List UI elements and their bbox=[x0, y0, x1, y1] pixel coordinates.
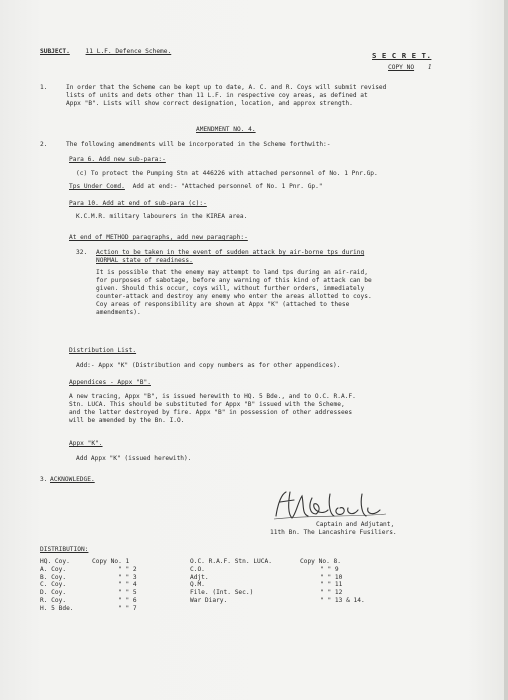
para6-text: (c) To protect the Pumping Stn at 446226 with attached personnel of No. 1 Pnr.Gp. bbox=[76, 170, 378, 177]
copy-label: COPY NO bbox=[388, 64, 415, 71]
table-row: File. (Int. Sec.) " " 12 bbox=[190, 589, 343, 597]
appx-k-text: Add Appx "K" (issued herewith). bbox=[76, 455, 192, 462]
para1-line-1: In order that the Scheme can be kept up to date, A. C. and R. Coys will submit revised bbox=[66, 84, 387, 91]
table-row: O.C. R.A.F. Stn. LUCA. Copy No. 8. bbox=[190, 558, 341, 565]
table-row: B. Coy. " " 3 bbox=[40, 573, 137, 581]
para32-number: 32. bbox=[76, 249, 88, 256]
para32-body-1: It is possible that the enemy may attempt to land tps during an air-raid, bbox=[96, 269, 368, 276]
para32-heading-2: NORMAL state of readiness. bbox=[96, 257, 193, 264]
appendices-line-4: will be amended by the Bn. I.O. bbox=[69, 417, 185, 424]
copy-number-line bbox=[388, 64, 432, 72]
table-row: D. Coy. " " 5 bbox=[40, 589, 137, 597]
table-row: C. Coy. " " 4 bbox=[40, 581, 137, 589]
para2-number: 2. bbox=[40, 141, 48, 148]
classification-mark: S E C R E T. bbox=[372, 51, 432, 60]
appendices-line-1: A new tracing, Appx "B", is issued herewith to HQ. 5 Bde., and to O.C. R.A.F. bbox=[69, 393, 356, 400]
signer-title-1: Captain and Adjutant, bbox=[316, 521, 395, 528]
distribution-right-table bbox=[190, 558, 370, 605]
tps-line bbox=[69, 183, 323, 191]
para32-body-6: amendments). bbox=[96, 309, 141, 316]
signature-image bbox=[268, 488, 418, 524]
subject-label: SUBJECT. bbox=[40, 48, 70, 55]
table-row: A. Coy. " " 2 bbox=[40, 565, 137, 573]
distribution-label: DISTRIBUTION: bbox=[40, 546, 89, 553]
copy-number: 1 bbox=[427, 64, 432, 71]
para6-label: Para 6. Add new sub-para:- bbox=[69, 156, 166, 163]
table-row: HQ. Coy. Copy No. 1 bbox=[40, 558, 130, 565]
para32-heading-1: Action to be taken in the event of sudden attack by air-borne tps during bbox=[96, 249, 365, 256]
para32-body-5: Coy areas of responsibility are shown at Appx "K" (attached to these bbox=[96, 301, 350, 308]
para1-number: 1. bbox=[40, 84, 48, 91]
table-row: H. 5 Bde. " " 7 bbox=[40, 604, 137, 612]
appendices-label: Appendices - Appx "B". bbox=[69, 379, 151, 386]
para32-body-2: for purposes of sabotage, before any warning of this kind of attack can be bbox=[96, 277, 372, 284]
subject-text: 11 L.F. Defence Scheme. bbox=[85, 48, 172, 55]
para1-line-3: Appx "B". Lists will show correct designation, location, and approx strength. bbox=[66, 100, 353, 107]
distribution-list-label: Distribution List. bbox=[69, 347, 137, 354]
acknowledge-label: ACKNOWLEDGE. bbox=[50, 476, 95, 483]
table-row: Q.M. " " 11 bbox=[190, 581, 343, 589]
para1-line-2: lists of units and dets other than 11 L.F. in respective coy areas, as defined at bbox=[66, 92, 368, 99]
method-label: At end of METHOD paragraphs, add new paragraph:- bbox=[69, 234, 248, 241]
para10-label: Para 10. Add at end of sub-para (c):- bbox=[69, 200, 207, 207]
appendices-line-3: and the latter destroyed by fire. Appx "B" in possession of other addressees bbox=[69, 409, 353, 416]
table-row: Adjt. " " 10 bbox=[190, 573, 343, 581]
appx-k-label: Appx "K". bbox=[69, 440, 103, 447]
appendices-line-2: Stn. LUCA. This should be substituted for Appx "B" issued with the Scheme, bbox=[69, 401, 345, 408]
para32-body-4: counter-attack and destroy any enemy who enter the areas allotted to coys. bbox=[96, 293, 372, 300]
tps-label: Tps Under Comd. bbox=[69, 183, 125, 190]
para3-number: 3. bbox=[40, 476, 48, 483]
table-row: C.O. " " 9 bbox=[190, 565, 339, 573]
amendment-title: AMENDMENT NO. 4. bbox=[196, 126, 256, 133]
para32-body-3: given. Should this occur, coys will, without further orders, immediately bbox=[96, 285, 365, 292]
para10-text: K.C.M.R. military labourers in the KIREA area. bbox=[76, 213, 248, 220]
table-row: R. Coy. " " 6 bbox=[40, 596, 137, 604]
tps-text: Add at end:- "Attached personnel of No. 1 Pnr. Gp." bbox=[132, 183, 323, 190]
subject-line bbox=[40, 48, 171, 56]
distribution-left-table bbox=[40, 558, 176, 613]
distribution-list-text: Add:- Appx "K" (Distribution and copy numbers as for other appendices). bbox=[76, 362, 341, 369]
signer-title-2: 11th Bn. The Lancashire Fusiliers. bbox=[270, 529, 397, 536]
table-row: War Diary. " " 13 & 14. bbox=[190, 596, 365, 604]
para2-intro: The following amendments will be incorporated in the Scheme forthwith:- bbox=[66, 141, 331, 148]
